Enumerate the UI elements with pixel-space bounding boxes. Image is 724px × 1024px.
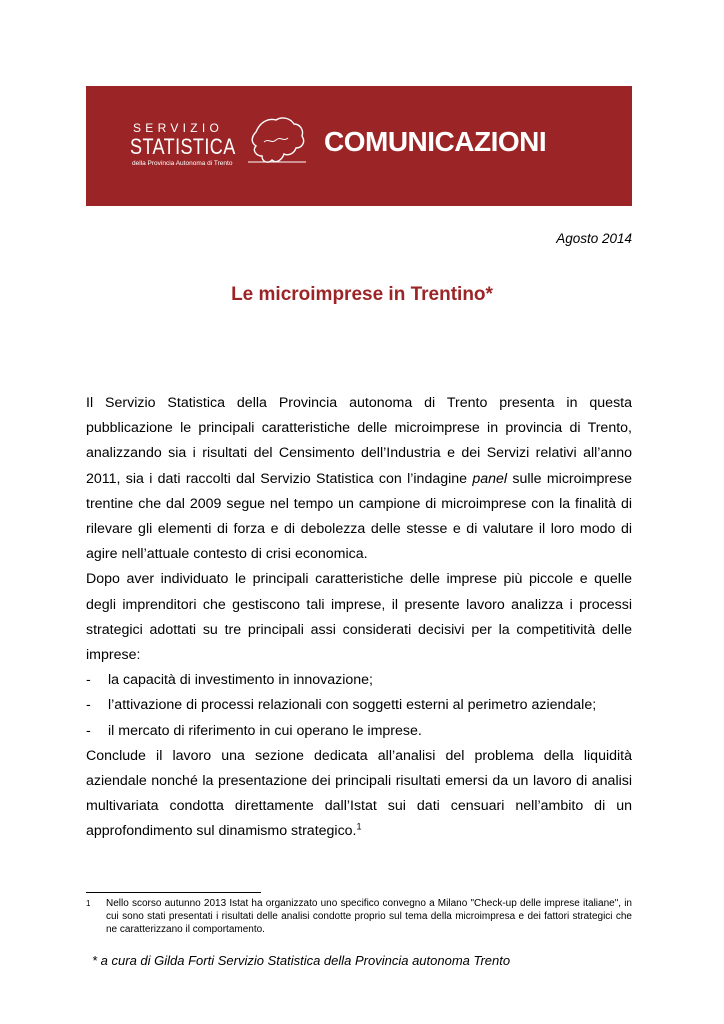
list-item [86,668,632,693]
footnote-reference[interactable]: 1 [356,821,362,832]
paragraph-conclusion [86,744,632,845]
list-item [86,693,632,718]
paragraph-intro-part1: Il Servizio Statistica della Provincia autonoma di Trento presenta in questa pubblicazione le principali caratteristiche delle microimprese in provincia di Trento, analizzando sia i risultati del Censimento dell’Industria e dei Servizi relativi all’anno 2011, sia i dati raccolti dal Servizio Statistica con l’indagine [86,395,632,487]
list-dash: - [86,722,91,739]
page-title: Le microimprese in Trentino* [231,284,493,305]
footnote [86,897,632,936]
paragraph-conclusion-text: Conclude il lavoro una sezione dedicata all’analisi del problema della liquidità aziendale nonché la presentazione dei principali risultati emersi da un lavoro di analisi multivariata condotta direttamente dall’Istat sui dati censuari nell’ambito di un approfondimento sul dinamismo strategico. [86,747,632,840]
list-item [86,719,632,744]
header-banner [86,86,632,206]
paragraph-intro-part2: sulle microimprese trentine che dal 2009 segue nel tempo un campione di microimprese con la finalità di rilevare gli elementi di forza e di debolezza delle stesse e di valutare il loro modo di agire nell’attuale contesto di crisi economica. [86,470,633,563]
logo-statistica-text: STATISTICA [130,134,236,159]
list-dash: - [86,672,91,689]
list-item-text: l’attivazione di processi relazionali con soggetti esterni al perimetro aziendale; [108,697,597,714]
body-text [86,391,632,845]
list-dash: - [86,697,91,714]
author-note: * a cura di Gilda Forti Servizio Statistica della Provincia autonoma Trento [92,953,511,968]
servizio-statistica-logo [130,108,300,178]
trentino-map-icon [246,112,308,168]
footnote-number: 1 [86,899,91,908]
footnote-divider [86,892,261,893]
paragraph-intro-emphasis: panel [472,470,508,487]
paragraph-strategy: Dopo aver individuato le principali caratteristiche delle imprese più piccole e quelle degli imprenditori che gestiscono tali imprese, il presente lavoro analizza i processi strategici adottati su tre principali assi considerati decisivi per la competitività delle imprese: [86,571,632,664]
publication-date: Agosto 2014 [556,231,632,246]
footnote-text: Nello scorso autunno 2013 Istat ha organizzato uno specifico convegno a Milano "Check-up delle imprese italiane", in cui sono stati presentati i risultati delle analisi condotte proprio sul tema della microimpresa e dei fattori strategici che ne caratterizzano il comportamento. [106,898,632,935]
paragraph-intro [86,391,632,567]
logo-servizio-text: SERVIZIO [133,121,224,135]
banner-title: COMUNICAZIONI [324,126,547,157]
list-item-text: la capacità di investimento in innovazione; [108,672,373,689]
list-item-text: il mercato di riferimento in cui operano le imprese. [108,722,422,739]
logo-subtitle: della Provincia Autonoma di Trento [132,160,233,167]
